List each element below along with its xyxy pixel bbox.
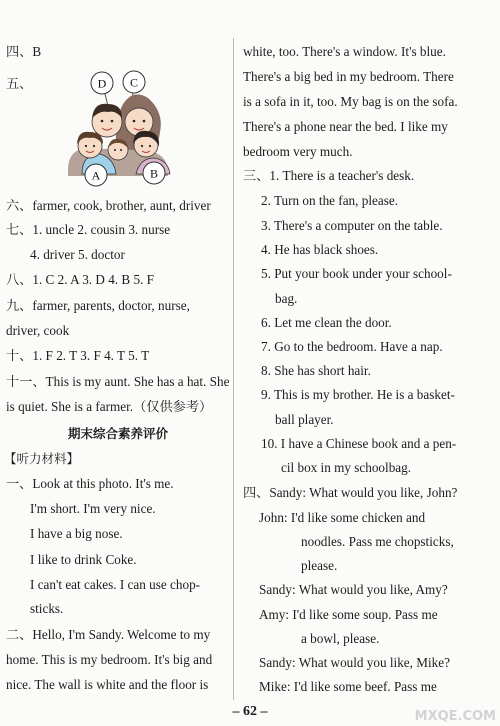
listening-3-item-5: 5. Put your book under your school-	[261, 266, 452, 281]
watermark: MXQE.COM	[414, 709, 496, 724]
right-line-4: There's a phone near the bed. I like my	[243, 119, 448, 134]
right-line-3: is a sofa in it, too. My bag is on the sofa.	[243, 94, 458, 109]
listening-1-line2: I'm short. I'm very nice.	[30, 501, 156, 516]
dialogue-mike: Mike: I'd like some beef. Pass me	[259, 679, 437, 694]
listening-3-item-4: 4. He has black shoes.	[261, 242, 379, 257]
answer-10: 十、1. F 2. T 3. F 4. T 5. T	[6, 348, 150, 363]
right-line-2: There's a big bed in my bedroom. There	[243, 69, 454, 84]
label-a: A	[91, 168, 101, 183]
listening-4: 四、Sandy: What would you like, John?	[243, 485, 458, 500]
listening-1-line6: sticks.	[30, 601, 64, 616]
answer-4: 四、B	[6, 44, 42, 59]
column-divider	[233, 38, 234, 700]
listening-heading: 【听力材料】	[4, 451, 80, 466]
answer-9-cont: driver, cook	[6, 323, 70, 338]
answer-6: 六、farmer, cook, brother, aunt, driver	[6, 198, 211, 213]
listening-3-item-7: 7. Go to the bedroom. Have a nap.	[261, 339, 443, 354]
label-b: B	[149, 166, 159, 181]
dialogue-amy-cont: a bowl, please.	[301, 631, 380, 646]
dialogue-john-cont2: please.	[301, 558, 338, 573]
section-title: 期末综合素养评价	[68, 426, 169, 441]
dialogue-amy: Amy: I'd like some soup. Pass me	[259, 607, 438, 622]
listening-2-line3: nice. The wall is white and the floor is	[6, 677, 209, 692]
answer-11: 十一、This is my aunt. She has a hat. She	[6, 374, 230, 389]
dialogue-sandy-2: Sandy: What would you like, Amy?	[259, 582, 448, 597]
listening-3-item-10: 10. I have a Chinese book and a pen-	[261, 436, 457, 451]
listening-3-item-2: 2. Turn on the fan, please.	[261, 193, 398, 208]
dialogue-john: John: I'd like some chicken and	[259, 510, 426, 525]
listening-1: 一、Look at this photo. It's me.	[6, 476, 174, 491]
label-d: D	[97, 76, 107, 91]
listening-3-item-5-cont: bag.	[275, 291, 298, 306]
answer-5: 五、	[6, 76, 33, 91]
answer-9: 九、farmer, parents, doctor, nurse,	[6, 298, 190, 313]
listening-3-item-6: 6. Let me clean the door.	[261, 315, 392, 330]
page-number: – 62 –	[232, 704, 268, 719]
answer-7-cont: 4. driver 5. doctor	[30, 247, 125, 262]
listening-3-item-9-cont: ball player.	[275, 412, 334, 427]
answer-7: 七、1. uncle 2. cousin 3. nurse	[6, 222, 171, 237]
answer-11-cont: is quiet. She is a farmer.（仅供参考）	[6, 399, 213, 414]
listening-1-line5: I can't eat cakes. I can use chop-	[30, 577, 201, 592]
label-c: C	[129, 75, 139, 90]
listening-1-line4: I like to drink Coke.	[30, 552, 137, 567]
listening-3-item-3: 3. There's a computer on the table.	[261, 218, 443, 233]
listening-3-item-10-cont: cil box in my schoolbag.	[281, 460, 412, 475]
listening-3-item-8: 8. She has short hair.	[261, 363, 371, 378]
family-illustration	[60, 66, 176, 190]
listening-1-line3: I have a big nose.	[30, 526, 123, 541]
listening-3-item-9: 9. This is my brother. He is a basket-	[261, 387, 455, 402]
listening-3: 三、1. There is a teacher's desk.	[243, 168, 415, 183]
answer-8: 八、1. C 2. A 3. D 4. B 5. F	[6, 272, 155, 287]
dialogue-sandy-3: Sandy: What would you like, Mike?	[259, 655, 450, 670]
right-line-1: white, too. There's a window. It's blue.	[243, 44, 446, 59]
dialogue-john-cont: noodles. Pass me chopsticks,	[301, 534, 454, 549]
listening-2-line2: home. This is my bedroom. It's big and	[6, 652, 213, 667]
listening-2: 二、Hello, I'm Sandy. Welcome to my	[6, 627, 211, 642]
right-line-5: bedroom very much.	[243, 144, 353, 159]
